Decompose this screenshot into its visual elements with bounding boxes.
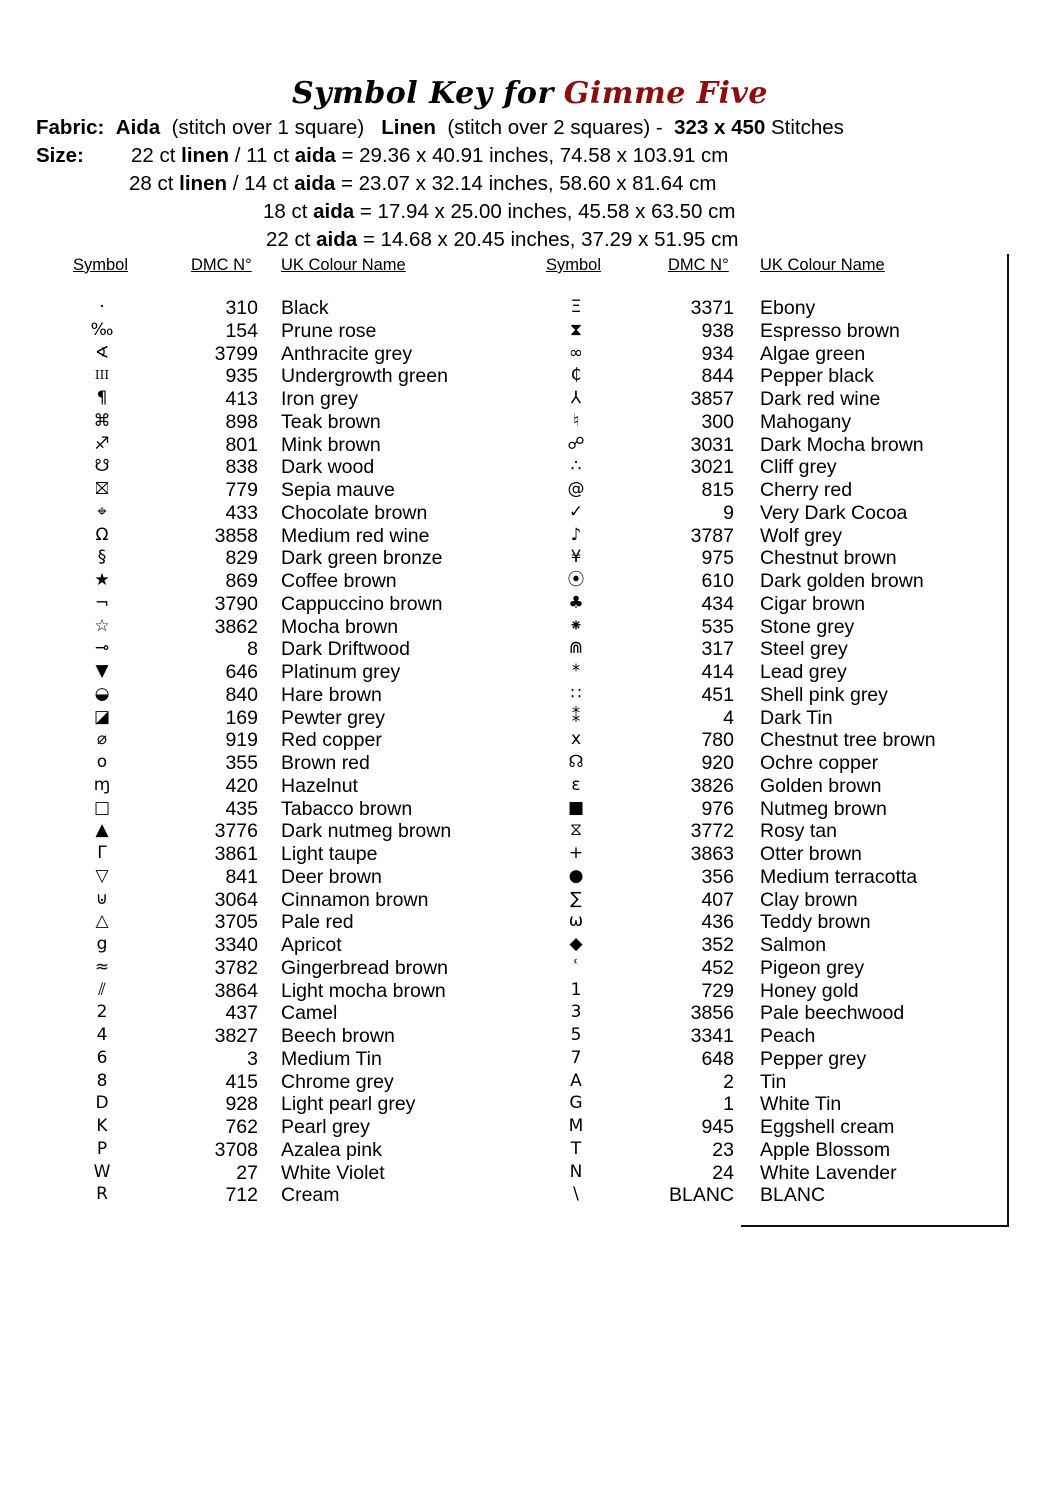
symbol-icon: ε [571,774,581,795]
colour-name: Clay brown [760,888,858,911]
symbol-icon: ★ [94,570,110,590]
symbol-icon: ⅄ [570,388,582,408]
colour-name: Stone grey [760,615,855,638]
colour-name: Chocolate brown [281,501,428,524]
colour-name: Platinum grey [281,661,401,683]
symbol-icon: ‰ [90,319,114,340]
colour-name: Dark red wine [760,388,881,410]
colour-name: Teddy brown [760,911,871,934]
header-name-right: UK Colour Name [760,256,885,274]
dmc-number: 310 [225,297,258,319]
colour-name: Apricot [281,934,342,956]
symbol-icon: ʿ [573,956,579,977]
colour-name: Eggshell cream [760,1116,895,1138]
colour-name: Ochre copper [760,752,879,774]
dmc-number: 414 [701,661,734,683]
symbol-icon: 4 [96,1025,108,1045]
colour-name: Hare brown [281,683,382,706]
colour-name: Medium red wine [281,524,430,547]
dmc-number: 838 [225,456,258,479]
dmc-number: 610 [701,570,734,592]
colour-name: Mocha brown [281,615,399,638]
colour-name: White Tin [760,1093,842,1116]
dmc-number: 3856 [690,1002,734,1025]
stitch-count: 323 x 450 [674,116,766,139]
size-count: 22 ct [266,228,311,251]
dmc-number: 3031 [690,433,734,456]
header-dmc-right: DMC N° [668,256,729,274]
size-count-2: / 11 ct [234,144,290,167]
colour-name: Mink brown [281,433,381,456]
colour-name: White Lavender [760,1161,897,1184]
dmc-number: 3021 [690,456,734,479]
dmc-number: 3799 [214,342,258,365]
dmc-number: 24 [712,1161,734,1184]
dmc-number: 9 [723,501,734,524]
symbol-icon: ∴ [570,456,582,477]
symbol-icon: ▲ [95,820,109,841]
size-count: 22 ct [131,144,176,167]
symbol-icon: III [94,368,110,383]
symbol-icon: Ξ [570,297,582,317]
symbol-icon: 7 [570,1047,582,1068]
dmc-number: 434 [701,592,734,615]
symbol-icon: ∞ [568,342,584,363]
symbol-icon: ⛝ [95,479,109,499]
dmc-number: 3826 [690,774,734,797]
colour-name: Medium terracotta [760,865,918,888]
colour-name: Algae green [760,342,866,365]
colour-name: Black [281,297,329,319]
dmc-number: 3864 [214,979,258,1002]
size-dimensions: = 23.07 x 32.14 inches, 58.60 x 81.64 cm [340,172,717,195]
table-right-border [1007,254,1009,1226]
dmc-number: 3787 [690,524,734,547]
symbol-icon: ⦿ [567,570,585,590]
symbol-icon: 5 [570,1025,582,1045]
size-fabric-2: aida [294,172,336,195]
dmc-number: 801 [225,433,258,456]
symbol-icon: A [570,1070,582,1091]
colour-name: Cinnamon brown [281,888,429,911]
dmc-number: 3782 [214,956,258,979]
colour-name: Tin [760,1070,787,1093]
symbol-icon: ☊ [568,752,584,772]
symbol-icon: ▽ [95,865,109,886]
symbol-icon: ⫽ [98,979,106,1000]
size-count: 28 ct [129,172,174,195]
dmc-number: 3340 [214,934,258,956]
symbol-icon: ⁑ [571,706,581,727]
dmc-number: 840 [225,683,258,706]
dmc-number: 646 [225,661,258,683]
dmc-number: 3705 [214,911,258,934]
dmc-number: 869 [225,570,258,592]
size-line-1 [131,142,728,170]
colour-name: Hazelnut [281,774,358,797]
dmc-number: 2 [723,1070,734,1093]
symbol-icon: x [570,729,582,750]
colour-name: White Violet [281,1161,385,1184]
colour-name: Salmon [760,934,827,956]
symbol-icon: Γ [97,843,107,863]
symbol-icon: ♪ [570,524,582,545]
size-line-4 [266,226,738,254]
symbol-icon: ⋒ [568,638,584,659]
symbol-icon: ✓ [568,501,584,522]
dmc-number: 154 [225,319,258,342]
symbol-icon: + [568,843,584,863]
symbol-icon: ¥ [570,547,582,568]
header-dmc-left: DMC N° [191,256,252,274]
dmc-number: 407 [701,888,734,911]
colour-name: Honey gold [760,979,859,1002]
symbol-icon: 1 [570,979,582,1000]
colour-name: Cappuccino brown [281,592,443,615]
colour-name: Dark golden brown [760,570,924,592]
colour-name: Pepper grey [760,1047,867,1070]
symbol-icon: ⁕ [568,615,584,636]
symbol-icon: ⊍ [95,888,109,909]
dmc-number: 169 [225,706,258,729]
colour-name: Chrome grey [281,1070,394,1093]
title-prefix: Symbol Key for [291,76,554,111]
size-fabric: aida [313,200,355,223]
dmc-number: 23 [712,1138,734,1161]
dmc-number: 3861 [214,843,258,865]
symbol-icon: ⊸ [94,638,110,659]
fabric-aida-note: (stitch over 1 square) [171,116,365,139]
dmc-number: 436 [701,911,734,934]
size-line-2 [129,170,717,198]
dmc-number: 938 [701,319,734,342]
symbol-icon: ☆ [94,615,110,636]
dmc-number: 3863 [690,843,734,865]
symbol-icon: ⧗ [570,319,582,340]
symbol-icon: ¶ [96,388,108,408]
size-count-2: / 14 ct [232,172,289,195]
header-symbol-left: Symbol [73,256,129,274]
symbol-icon: ♣ [568,592,584,613]
dmc-number: 928 [225,1093,258,1116]
dmc-number: 841 [225,865,258,888]
symbol-icon: ● [568,865,584,886]
colour-name: Dark Driftwood [281,638,410,661]
colour-name: Undergrowth green [281,365,448,388]
colour-name: Medium Tin [281,1047,382,1070]
size-label-line [36,142,84,170]
colour-name: Red copper [281,729,382,752]
size-label: Size: [36,144,84,167]
dmc-number: 415 [225,1070,258,1093]
symbol-icon: K [96,1116,108,1136]
dmc-number: 3341 [690,1025,734,1047]
symbol-icon: N [569,1161,583,1182]
symbol-icon: ω [568,911,584,932]
dmc-number: 437 [225,1002,258,1025]
symbol-icon: ɱ [93,774,111,795]
dmc-number: 352 [701,934,734,956]
size-fabric: linen [179,172,227,195]
colour-name: Pale beechwood [760,1002,905,1025]
dmc-number: 3790 [214,592,258,615]
colour-name: Lead grey [760,661,847,683]
symbol-icon: * [571,661,581,681]
colour-name: Azalea pink [281,1138,382,1161]
symbol-icon: @ [567,479,585,499]
colour-name: Wolf grey [760,524,842,547]
dmc-number: 976 [701,797,734,820]
colour-name: Pale red [281,911,354,934]
colour-name: BLANC [760,1184,826,1207]
symbol-icon: 6 [96,1047,108,1068]
dmc-number: 975 [701,547,734,570]
size-count: 18 ct [263,200,308,223]
dmc-number: 3708 [214,1138,258,1161]
symbol-icon: ₵ [570,365,582,386]
dmc-number: 934 [701,342,734,365]
colour-name: Dark green bronze [281,547,443,570]
dmc-number: 4 [723,706,734,729]
dmc-number: 779 [225,479,258,501]
dmc-number: 780 [701,729,734,752]
colour-name: Steel grey [760,638,848,661]
colour-name: Sepia mauve [281,479,395,501]
dmc-number: 317 [701,638,734,661]
dmc-number: 648 [701,1047,734,1070]
symbol-icon: ♐ [94,433,110,454]
dmc-number: 3772 [690,820,734,843]
colour-name: Pepper black [760,365,874,388]
colour-name: Tabacco brown [281,797,413,820]
pattern-name: Gimme Five [563,76,768,111]
symbol-icon: ☍ [567,433,585,454]
fabric-linen: Linen [381,116,436,139]
colour-name: Brown red [281,752,370,774]
dmc-number: 451 [701,683,734,706]
colour-name: Rosy tan [760,820,837,843]
dmc-number: 762 [225,1116,258,1138]
symbol-icon: \ [573,1184,579,1205]
colour-name: Golden brown [760,774,882,797]
size-dimensions: = 17.94 x 25.00 inches, 45.58 x 63.50 cm [359,200,736,223]
dmc-number: 729 [701,979,734,1002]
symbol-icon: ≈ [94,956,110,977]
stitches-label: Stitches [770,116,844,139]
colour-name: Peach [760,1025,816,1047]
dmc-number: 433 [225,501,258,524]
symbol-icon: ◆ [569,934,583,954]
dmc-number: 27 [236,1161,258,1184]
size-dimensions: = 29.36 x 40.91 inches, 74.58 x 103.91 cm [341,144,729,167]
dmc-number: 300 [701,410,734,433]
dmc-number: 1 [723,1093,734,1116]
colour-name: Iron grey [281,388,358,410]
fabric-aida: Aida [115,116,161,139]
symbol-icon: Ω [95,524,109,545]
colour-name: Apple Blossom [760,1138,891,1161]
colour-name: Chestnut tree brown [760,729,936,752]
symbol-icon: ◪ [93,706,111,727]
colour-name: Otter brown [760,843,862,865]
dmc-number: 3064 [214,888,258,911]
symbol-icon: T [570,1138,582,1159]
header-symbol-right: Symbol [546,256,602,274]
dmc-number: 452 [701,956,734,979]
symbol-icon: 8 [96,1070,108,1091]
dmc-number: 712 [225,1184,258,1207]
symbol-icon: ⧖ [570,820,582,841]
dmc-number: 3827 [214,1025,258,1047]
symbol-icon: D [95,1093,109,1114]
dmc-number: BLANC [668,1184,734,1207]
size-dimensions: = 14.68 x 20.45 inches, 37.29 x 51.95 cm [362,228,739,251]
dmc-number: 3857 [690,388,734,410]
colour-name: Cigar brown [760,592,866,615]
colour-name: Dark Mocha brown [760,433,924,456]
symbol-icon: G [569,1093,583,1114]
colour-name: Espresso brown [760,319,900,342]
colour-name: Nutmeg brown [760,797,887,820]
symbol-icon: · [99,297,105,317]
colour-name: Gingerbread brown [281,956,448,979]
symbol-icon: R [96,1184,108,1205]
symbol-icon: 2 [96,1002,108,1023]
dmc-number: 413 [225,388,258,410]
dmc-number: 356 [701,865,734,888]
symbol-icon: § [97,547,107,568]
colour-name: Teak brown [281,410,381,433]
dmc-number: 420 [225,774,258,797]
symbol-icon: ⌘ [93,410,111,431]
symbol-icon: ■ [567,797,585,818]
dmc-number: 898 [225,410,258,433]
colour-name: Coffee brown [281,570,397,592]
dmc-number: 935 [225,365,258,388]
fabric-linen-note: (stitch over 2 squares) - [447,116,663,139]
colour-name: Light taupe [281,843,378,865]
colour-name: Cream [281,1184,340,1207]
symbol-icon: ☋ [94,456,110,477]
symbol-icon: ▼ [95,661,109,681]
symbol-icon: 3 [570,1002,582,1023]
symbol-icon: o [96,752,108,772]
fabric-line [36,114,844,142]
colour-name: Anthracite grey [281,342,413,365]
dmc-number: 3858 [214,524,258,547]
dmc-number: 920 [701,752,734,774]
colour-name: Dark nutmeg brown [281,820,452,843]
colour-name: Pearl grey [281,1116,370,1138]
symbol-icon: M [568,1116,584,1136]
colour-name: Chestnut brown [760,547,897,570]
symbol-icon: ∷ [570,683,582,704]
dmc-number: 3 [247,1047,258,1070]
fabric-label: Fabric: [36,116,105,139]
colour-name: Camel [281,1002,338,1025]
symbol-icon: g [96,934,108,954]
dmc-number: 3776 [214,820,258,843]
dmc-number: 435 [225,797,258,820]
page-title [0,76,1060,111]
size-fabric: aida [316,228,358,251]
colour-name: Ebony [760,297,816,319]
symbol-icon: W [93,1161,111,1182]
dmc-number: 829 [225,547,258,570]
header-name-left: UK Colour Name [281,256,406,274]
symbol-icon: ∑ [570,888,582,909]
symbol-icon: ◒ [94,683,110,704]
dmc-number: 945 [701,1116,734,1138]
symbol-icon: △ [95,911,109,932]
colour-name: Pewter grey [281,706,386,729]
symbol-icon: ∢ [94,342,110,363]
dmc-number: 3862 [214,615,258,638]
symbol-icon: ⌀ [96,729,108,750]
symbol-icon: ♮ [572,410,580,431]
colour-name: Mahogany [760,410,852,433]
dmc-number: 844 [701,365,734,388]
dmc-number: 535 [701,615,734,638]
size-fabric-2: aida [294,144,336,167]
colour-name: Deer brown [281,865,382,888]
table-bottom-border [741,1225,1009,1227]
symbol-icon: □ [93,797,111,818]
dmc-number: 3371 [690,297,734,319]
colour-name: Pigeon grey [760,956,865,979]
symbol-icon: P [96,1138,108,1159]
colour-name: Light mocha brown [281,979,446,1002]
size-fabric: linen [181,144,229,167]
dmc-number: 8 [247,638,258,661]
symbol-icon: ⌖ [97,501,107,522]
colour-name: Shell pink grey [760,683,888,706]
symbol-icon: ¬ [94,592,110,613]
colour-name: Very Dark Cocoa [760,501,908,524]
colour-name: Cherry red [760,479,853,501]
dmc-number: 919 [225,729,258,752]
size-line-3 [263,198,735,226]
dmc-number: 355 [225,752,258,774]
colour-name: Light pearl grey [281,1093,416,1116]
colour-name: Beech brown [281,1025,395,1047]
colour-name: Dark Tin [760,706,833,729]
colour-name: Prune rose [281,319,377,342]
dmc-number: 815 [701,479,734,501]
colour-name: Dark wood [281,456,375,479]
colour-name: Cliff grey [760,456,837,479]
